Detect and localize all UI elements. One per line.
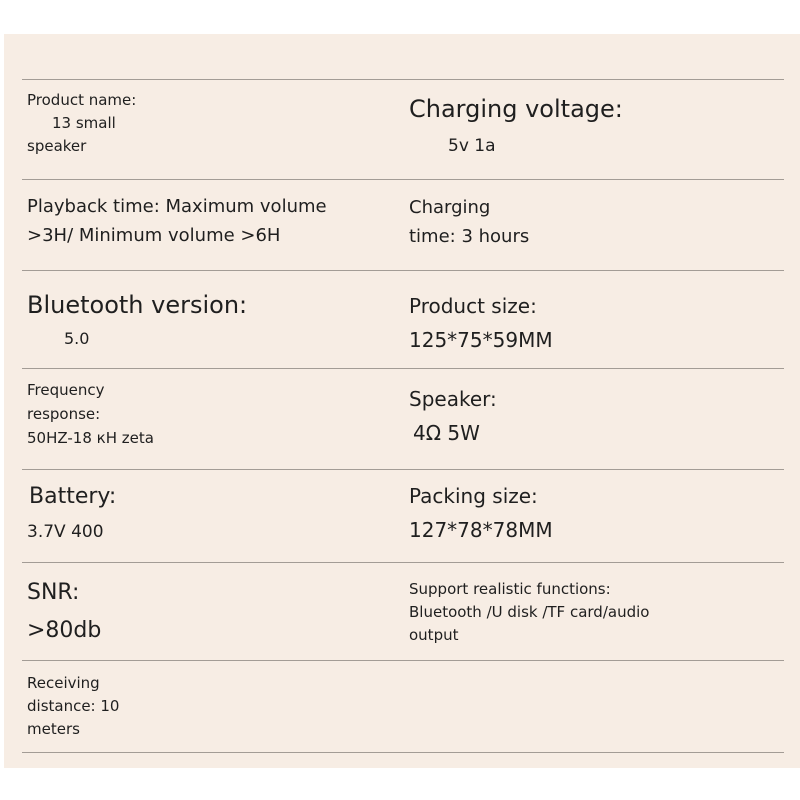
bluetooth-version-label: Bluetooth version: — [27, 291, 248, 319]
charging-time-label: Charging — [409, 197, 491, 218]
divider — [22, 469, 784, 470]
charging-time-value: time: 3 hours — [409, 226, 530, 247]
packing-size-value: 127*78*78MM — [409, 518, 553, 542]
receiving-distance-label: Receiving — [27, 674, 100, 692]
spec-sheet-panel — [4, 34, 800, 768]
snr-value: >80db — [27, 618, 102, 643]
product-size-value: 125*75*59MM — [409, 328, 553, 352]
receiving-distance-unit: meters — [27, 720, 80, 738]
divider — [22, 752, 784, 753]
bluetooth-version-value: 5.0 — [64, 329, 90, 348]
speaker-value: 4Ω 5W — [413, 421, 480, 445]
product-size-label: Product size: — [409, 294, 537, 318]
frequency-response-label: Frequency — [27, 381, 105, 399]
playback-time-text-cont: >3H/ Minimum volume >6H — [27, 225, 281, 246]
product-name-value: 13 small — [52, 114, 116, 132]
divider — [22, 79, 784, 80]
charging-voltage-value: 5v 1a — [448, 136, 496, 156]
charging-voltage-label: Charging voltage: — [409, 95, 623, 123]
divider — [22, 270, 784, 271]
functions-value-cont: output — [409, 626, 459, 644]
divider — [22, 368, 784, 369]
frequency-response-label-cont: response: — [27, 405, 101, 423]
divider — [22, 660, 784, 661]
product-name-value-cont: speaker — [27, 137, 87, 155]
divider — [22, 562, 784, 563]
divider — [22, 179, 784, 180]
packing-size-label: Packing size: — [409, 484, 538, 508]
functions-label: Support realistic functions: — [409, 580, 611, 598]
battery-label: Battery: — [29, 484, 117, 509]
product-name-label: Product name: — [27, 91, 137, 109]
receiving-distance-value: distance: 10 — [27, 697, 120, 715]
battery-value: 3.7V 400 — [27, 522, 104, 542]
playback-time-text: Playback time: Maximum volume — [27, 196, 327, 217]
functions-value: Bluetooth /U disk /TF card/audio — [409, 603, 650, 621]
frequency-response-value: 50HZ-18 кН zeta — [27, 429, 154, 447]
snr-label: SNR: — [27, 580, 80, 605]
speaker-label: Speaker: — [409, 387, 497, 411]
